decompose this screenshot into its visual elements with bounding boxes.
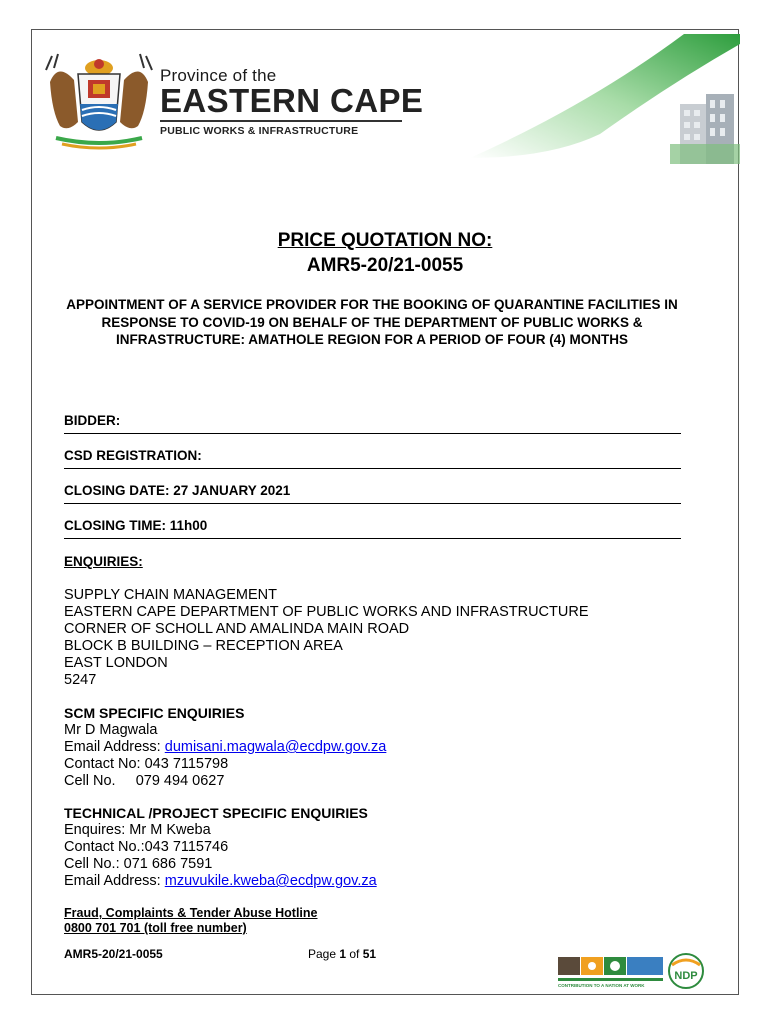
technical-email-label: Email Address:: [64, 873, 165, 889]
address-line: BLOCK B BUILDING – RECEPTION AREA: [64, 638, 343, 654]
technical-contact-number: Contact No.:043 7115746: [64, 839, 229, 855]
page-of: of: [346, 947, 363, 961]
technical-email-row: [64, 873, 377, 890]
scm-email-label: Email Address:: [64, 739, 165, 755]
scm-contact-number: Contact No: 043 7115798: [64, 756, 229, 772]
address-line: 5247: [64, 672, 97, 688]
coat-of-arms-icon: [38, 52, 160, 152]
csd-registration-field: CSD REGISTRATION:: [64, 448, 681, 469]
closing-date-field: CLOSING DATE: 27 JANUARY 2021: [64, 483, 681, 504]
address-line: EAST LONDON: [64, 655, 168, 671]
brand-divider: [160, 120, 402, 122]
region-name: EASTERN CAPE: [160, 82, 424, 119]
page-indicator: [308, 947, 376, 961]
scm-email-row: [64, 739, 386, 756]
enquiries-address: [64, 587, 589, 689]
technical-heading: TECHNICAL /PROJECT SPECIFIC ENQUIRIES: [64, 805, 368, 821]
epwp-ndp-logos-icon: [558, 953, 706, 989]
tender-subject: APPOINTMENT OF A SERVICE PROVIDER FOR THE BOOKING OF QUARANTINE FACILITIES IN RESPONSE TO COVID-19 ON BEHALF OF THE DEPARTMENT OF PUBLIC WORKS & INFRASTRUCTURE: AMATHOLE REGION FOR A PERIOD OF FOUR (4) MONTHS: [66, 297, 678, 347]
quotation-number: AMR5-20/21-0055: [306, 255, 464, 276]
technical-enquiries: [64, 805, 377, 890]
page-prefix: Page: [308, 947, 340, 961]
department-name: PUBLIC WORKS & INFRASTRUCTURE: [160, 125, 359, 137]
technical-contact-name: Enquires: Mr M Kweba: [64, 822, 211, 838]
hotline-title: Fraud, Complaints & Tender Abuse Hotline: [64, 906, 318, 920]
scm-cell-number: Cell No. 079 494 0627: [64, 773, 225, 789]
enquiries-heading: ENQUIRIES:: [64, 554, 143, 569]
header-swoosh-graphic: [470, 34, 740, 166]
bidder-field: BIDDER:: [64, 413, 681, 434]
page-total: 51: [362, 947, 377, 961]
epwp-tagline: CONTRIBUTION TO A NATION AT WORK: [558, 983, 645, 988]
scm-email-link[interactable]: dumisani.magwala@ecdpw.gov.za: [164, 739, 387, 755]
scm-enquiries: [64, 705, 386, 790]
scm-heading: SCM SPECIFIC ENQUIRIES: [64, 705, 245, 721]
technical-cell-number: Cell No.: 071 686 7591: [64, 856, 213, 872]
address-line: EASTERN CAPE DEPARTMENT OF PUBLIC WORKS AND INFRASTRUCTURE: [64, 604, 589, 620]
page-current: 1: [339, 947, 347, 961]
address-line: SUPPLY CHAIN MANAGEMENT: [64, 587, 277, 603]
technical-email-link[interactable]: mzuvukile.kweba@ecdpw.gov.za: [164, 873, 377, 889]
province-label: Province of the: [160, 66, 277, 85]
quotation-title: PRICE QUOTATION NO:: [277, 230, 493, 251]
footer-reference: AMR5-20/21-0055: [64, 947, 163, 961]
hotline-number: 0800 701 701 (toll free number): [64, 921, 247, 935]
fraud-hotline: [64, 906, 318, 936]
closing-time-field: CLOSING TIME: 11h00: [64, 518, 681, 539]
brand-block: [160, 66, 423, 137]
scm-contact-name: Mr D Magwala: [64, 722, 158, 738]
ndp-logo-text: NDP: [674, 970, 698, 982]
address-line: CORNER OF SCHOLL AND AMALINDA MAIN ROAD: [64, 621, 410, 637]
